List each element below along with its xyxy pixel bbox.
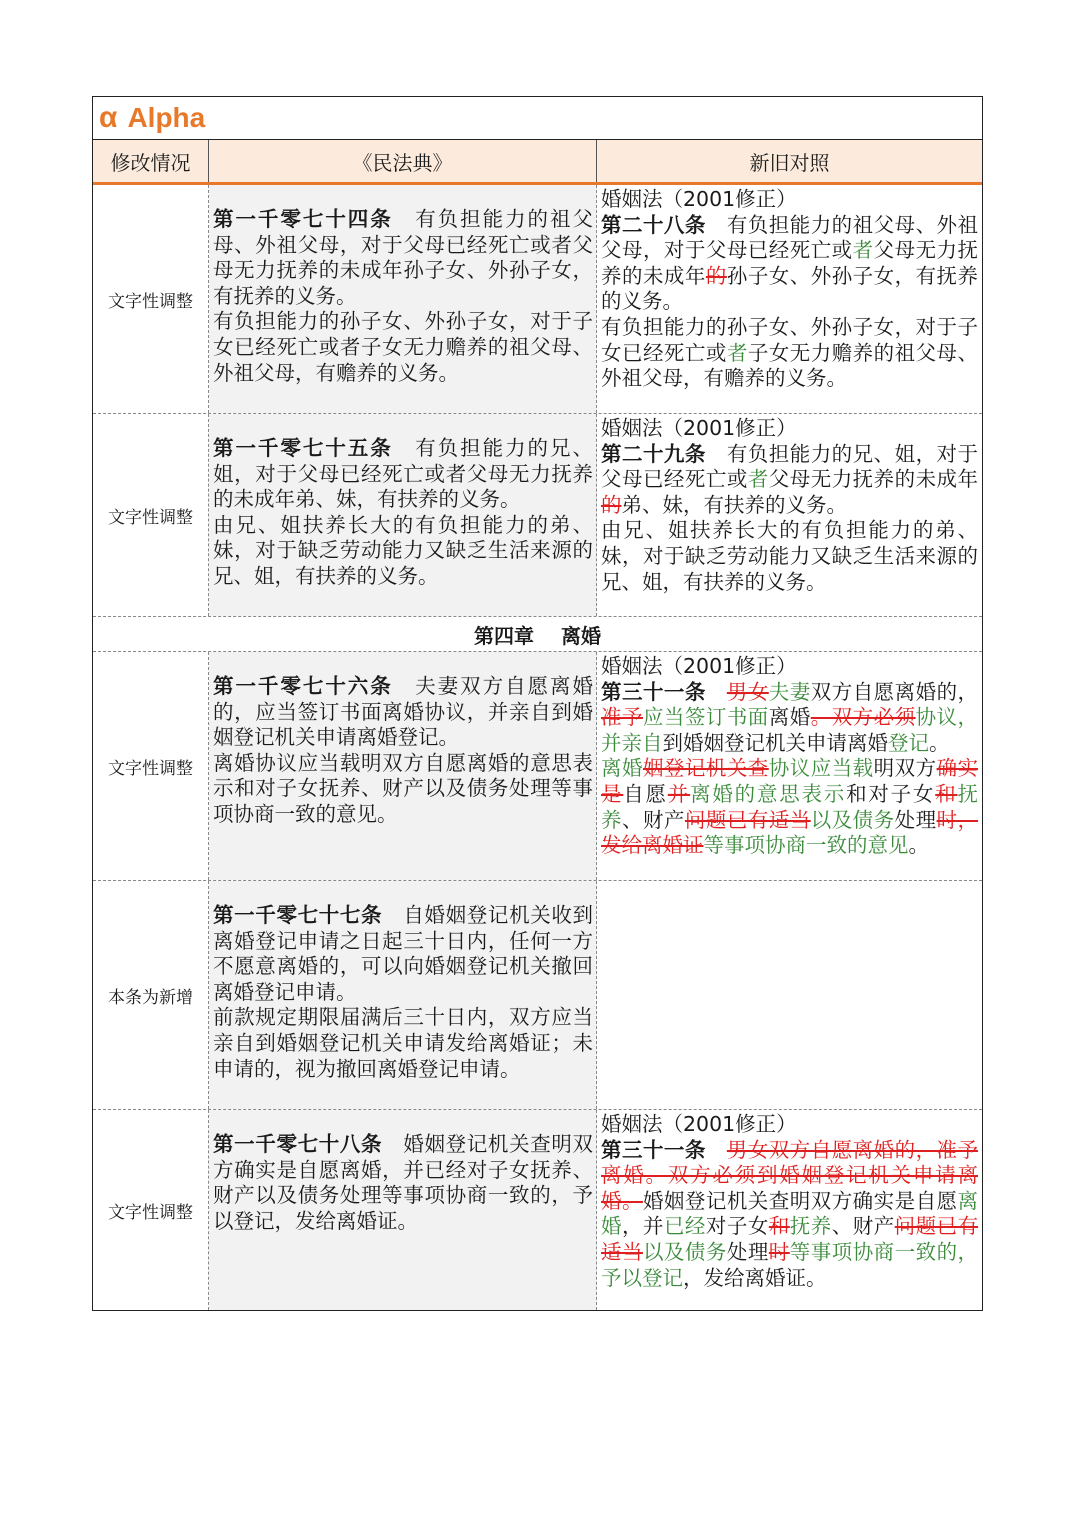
deleted-text: 的 (705, 263, 727, 288)
added-text: 夫妻 (768, 679, 811, 704)
article-number: 第一千零七十五条 (213, 436, 393, 460)
text-run: 有负担能力的兄、姐，对于父母已经死亡或 (601, 441, 979, 492)
civil-code-cell (209, 414, 597, 616)
deleted-text: 问题已有适当 (601, 1214, 979, 1264)
status-cell: 文字性调整 (93, 1110, 209, 1310)
paragraph (601, 442, 978, 519)
added-text: 离婚 (601, 756, 643, 781)
text-run: 有负担能力的祖父母、外祖父母，对于父母已经死亡或者父母无力抚养的未成年孙子女、外孙子女，有抚养的义务。 (213, 207, 593, 308)
deleted-text: 。双方必须 (810, 705, 916, 730)
text-run: 。 (908, 833, 929, 858)
header-comparison: 新旧对照 (749, 150, 830, 175)
civil-code-cell (209, 652, 597, 880)
added-text: 者 (747, 467, 769, 492)
paragraph (213, 1132, 593, 1234)
added-text: 者 (726, 340, 748, 365)
text-run: 自婚姻登记机关收到离婚登记申请之日起三十日内，任何一方不愿意离婚的，可以向婚姻登记机关撤回离婚登记申请。 (213, 903, 594, 1004)
text-run: 处理 (894, 807, 937, 832)
paragraph (213, 751, 593, 828)
text-run: 弟、妹，有扶养的义务。 (621, 492, 847, 517)
added-text: 等事项协商一致的意见 (703, 833, 909, 858)
deleted-text: 的 (601, 492, 622, 517)
old-law-title: 婚姻法（2001修正） (601, 416, 797, 440)
deleted-text: 时 (768, 1239, 790, 1264)
paragraph (213, 207, 593, 309)
old-law-cell (597, 881, 982, 1109)
text-run: 对子女 (705, 1214, 769, 1239)
paragraph (213, 513, 593, 590)
text-run (706, 1138, 727, 1162)
table-row (93, 185, 982, 414)
text-run: 婚姻登记机关查明双方确实是自愿 (642, 1188, 958, 1213)
text-run: 由兄、姐扶养长大的有负担能力的弟、妹，对于缺乏劳动能力又缺乏生活来源的兄、姐，有扶养的义务。 (601, 518, 978, 594)
added-text: 应当签订书面 (642, 705, 769, 730)
table-row (93, 652, 982, 881)
added-text: 抚养 (601, 781, 978, 832)
deleted-text: 和 (768, 1214, 790, 1239)
status-cell: 文字性调整 (93, 185, 209, 413)
header-status: 修改情况 (93, 140, 209, 182)
text-run: 处理 (726, 1239, 769, 1264)
status-cell: 文字性调整 (93, 414, 209, 616)
text-run: 、财产 (621, 807, 685, 832)
logo-text: Alpha (127, 102, 206, 133)
text-run: 有负担能力的孙子女、外孙子女，对于子女已经死亡或 (601, 314, 978, 365)
article-number: 第一千零七十六条 (213, 674, 393, 698)
table-row (93, 414, 982, 617)
text-run: 有负担能力的祖父母、外祖父母，对于父母已经死亡或 (601, 212, 979, 263)
added-text: 者 (852, 238, 874, 263)
deleted-text: 和 (935, 781, 958, 806)
text-run (706, 680, 727, 704)
table-header (93, 140, 982, 185)
text-run: 婚姻登记机关查明双方确实是自愿离婚，并已经对子女抚养、财产以及债务处理等事项协商一致的，予以登记，发给离婚证。 (213, 1132, 594, 1233)
deleted-text: 确实是 (601, 756, 979, 806)
civil-code-cell (209, 1110, 597, 1310)
added-text: 协议应当载 (768, 756, 874, 781)
article-number: 第一千零七十八条 (213, 1132, 383, 1156)
logo-header (93, 97, 982, 140)
comparison-table (92, 96, 983, 1311)
old-law-title: 婚姻法（2001修正） (601, 1112, 797, 1136)
text-run: ，并 (621, 1214, 664, 1239)
old-law-title: 婚姻法（2001修正） (601, 187, 797, 211)
table-body (93, 185, 982, 1310)
text-run: 由兄、姐扶养长大的有负担能力的弟、妹，对于缺乏劳动能力又缺乏生活来源的兄、姐，有扶养的义务。 (213, 512, 593, 588)
text-run: 离婚 (768, 705, 811, 730)
text-run: 孙子女、外孙子女，有抚养的义务。 (601, 263, 979, 314)
civil-code-cell (209, 185, 597, 413)
table-row (93, 881, 982, 1110)
added-text: 已经 (663, 1214, 706, 1239)
added-text: 抚养 (789, 1214, 832, 1239)
added-text: 登记 (888, 730, 929, 755)
chapter-heading: 第四章 离婚 (93, 617, 982, 652)
paragraph (213, 674, 593, 751)
old-law-cell (597, 652, 982, 880)
paragraph (213, 1005, 593, 1082)
paragraph (213, 436, 593, 513)
text-run: 有负担能力的兄、姐，对于父母已经死亡或者父母无力抚养的未成年弟、妹，有扶养的义务。 (213, 436, 593, 512)
added-text: 以及债务 (810, 807, 895, 832)
paragraph (601, 756, 978, 858)
added-text: 离婚的意思表示 (690, 781, 847, 806)
article-number: 第三十一条 (601, 679, 706, 704)
text-run: 前款规定期限届满后三十日内，双方应当亲自到婚姻登记机关申请发给离婚证；未申请的，视为撤回离婚登记申请。 (213, 1005, 593, 1081)
article-number: 第二十八条 (601, 212, 706, 237)
paragraph (601, 213, 978, 315)
text-run: 子女无力赡养的祖父母、外祖父母，有赡养的义务。 (601, 340, 979, 391)
text-run: 父母无力抚养的未成年 (768, 467, 979, 492)
added-text: 以及债务 (642, 1239, 727, 1264)
text-run: 夫妻双方自愿离婚的，应当签订书面离婚协议，并亲自到婚姻登记机关申请离婚登记。 (213, 674, 593, 750)
deleted-text: 并 (667, 781, 691, 806)
text-run: 到婚姻登记机关申请离婚 (662, 730, 888, 755)
text-run: 。 (929, 730, 950, 755)
article-number: 第二十九条 (601, 441, 706, 466)
paragraph (213, 309, 593, 386)
paragraph (601, 315, 978, 392)
deleted-text: 男女 (726, 679, 769, 704)
paragraph (601, 1138, 978, 1292)
paragraph (601, 518, 978, 595)
text-run: 双方自愿离婚的， (810, 679, 979, 704)
added-text: 离婚 (601, 1188, 979, 1239)
text-run: 自愿 (623, 781, 668, 806)
article-number: 第一千零七十四条 (213, 207, 393, 231)
deleted-text: 姻登记机关查 (642, 756, 769, 781)
old-law-cell (597, 185, 982, 413)
added-text: 协议，并亲自 (601, 705, 979, 755)
added-text: 等事项协商一致的，予以登记 (601, 1239, 979, 1290)
text-run: 父母无力抚养的未成年 (601, 238, 979, 288)
text-run: 和对子女 (846, 781, 936, 806)
table-row (93, 1110, 982, 1310)
old-law-title: 婚姻法（2001修正） (601, 654, 797, 678)
header-civil-code: 《民法典》 (209, 140, 597, 182)
text-run: 明双方 (873, 756, 937, 781)
civil-code-cell (209, 881, 597, 1109)
text-run: 离婚协议应当载明双方自愿离婚的意思表示和对子女抚养、财产以及债务处理等事项协商一致的意见。 (213, 750, 593, 826)
text-run: 、财产 (831, 1214, 895, 1239)
article-number: 第一千零七十七条 (213, 903, 383, 927)
old-law-cell (597, 1110, 982, 1310)
alpha-logo-icon: α (99, 101, 118, 134)
deleted-text: 男女双方自愿离婚的，准予离婚。双方必须到婚姻登记机关申请离婚。 (601, 1137, 979, 1213)
paragraph (601, 680, 978, 757)
text-run: ，发给离婚证。 (683, 1265, 827, 1290)
text-run: 有负担能力的孙子女、外孙子女，对于子女已经死亡或者子女无力赡养的祖父母、外祖父母，有赡养的义务。 (213, 309, 593, 385)
status-cell: 文字性调整 (93, 652, 209, 880)
status-cell: 本条为新增 (93, 881, 209, 1109)
deleted-text: 时，发给离婚证 (601, 807, 979, 858)
old-law-cell (597, 414, 982, 616)
paragraph (213, 903, 593, 1005)
article-number: 第三十一条 (601, 1137, 706, 1162)
deleted-text: 问题已有适当 (684, 807, 811, 832)
deleted-text: 准予 (601, 705, 643, 730)
